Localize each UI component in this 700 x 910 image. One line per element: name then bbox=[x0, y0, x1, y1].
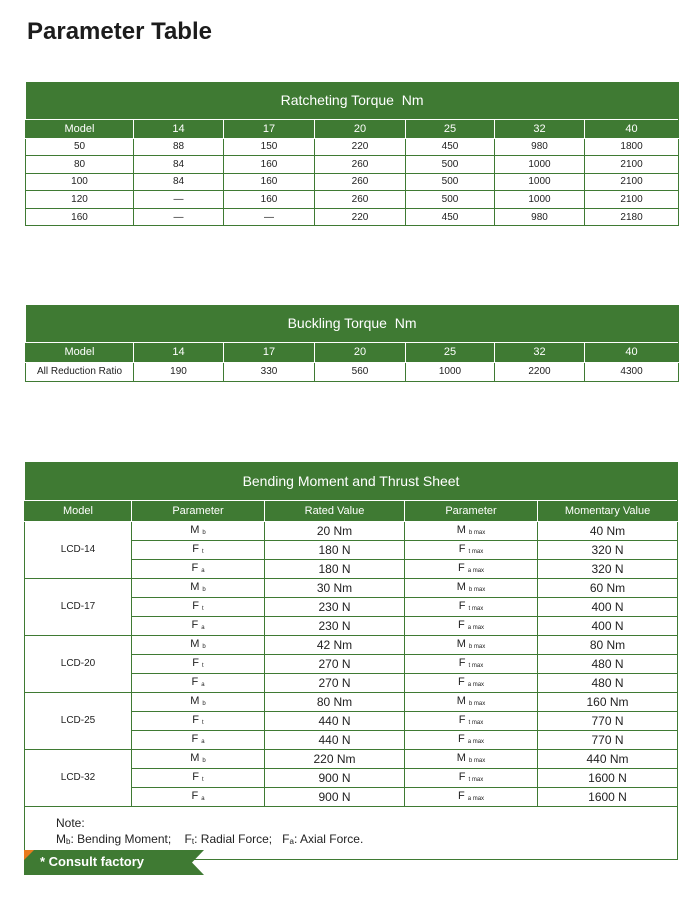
table-row bbox=[25, 578, 678, 597]
ratcheting-torque-table bbox=[25, 82, 679, 226]
momentary-value-cell: 400 N bbox=[538, 597, 678, 616]
parameter-max-cell: M $_{b max}$ bbox=[405, 578, 538, 597]
model-cell: LCD-25 bbox=[25, 692, 132, 749]
value-cell: 260 bbox=[315, 156, 406, 174]
parameter-cell: F $_a$ bbox=[132, 787, 265, 806]
model-cell: 80 bbox=[26, 156, 134, 174]
table-row bbox=[26, 208, 679, 226]
value-cell: 330 bbox=[224, 362, 315, 381]
value-cell: 450 bbox=[406, 138, 495, 156]
momentary-value-cell: 320 N bbox=[538, 559, 678, 578]
model-cell: LCD-17 bbox=[25, 578, 132, 635]
value-cell: 500 bbox=[406, 173, 495, 191]
rated-value-cell: 180 N bbox=[265, 540, 405, 559]
model-cell: 160 bbox=[26, 208, 134, 226]
buckling-header-cell: 20 bbox=[315, 342, 406, 362]
ratchet-header-cell: 40 bbox=[585, 119, 679, 138]
value-cell: 190 bbox=[134, 362, 224, 381]
bending-header-cell: Parameter bbox=[132, 500, 265, 521]
parameter-cell: M $_b$ bbox=[132, 578, 265, 597]
parameter-cell: F $_t$ bbox=[132, 597, 265, 616]
value-cell: — bbox=[224, 208, 315, 226]
value-cell: 1000 bbox=[406, 362, 495, 381]
parameter-max-cell: F $_{a max}$ bbox=[405, 559, 538, 578]
value-cell: 84 bbox=[134, 173, 224, 191]
parameter-max-cell: M $_{b max}$ bbox=[405, 692, 538, 711]
parameter-cell: F $_a$ bbox=[132, 616, 265, 635]
table-row bbox=[26, 362, 679, 381]
momentary-value-cell: 480 N bbox=[538, 673, 678, 692]
model-cell: LCD-20 bbox=[25, 635, 132, 692]
buckling-header-cell: Model bbox=[26, 342, 134, 362]
parameter-max-cell: F $_{t max}$ bbox=[405, 597, 538, 616]
buckling-torque-title: Buckling Torque Nm bbox=[26, 305, 679, 342]
value-cell: — bbox=[134, 191, 224, 209]
value-cell: 88 bbox=[134, 138, 224, 156]
value-cell: 2100 bbox=[585, 173, 679, 191]
rated-value-cell: 230 N bbox=[265, 616, 405, 635]
ratchet-header-cell: 32 bbox=[495, 119, 585, 138]
value-cell: 150 bbox=[224, 138, 315, 156]
bending-moment-title: Bending Moment and Thrust Sheet bbox=[25, 462, 678, 500]
value-cell: 2200 bbox=[495, 362, 585, 381]
rated-value-cell: 20 Nm bbox=[265, 521, 405, 540]
parameter-max-cell: F $_{a max}$ bbox=[405, 673, 538, 692]
value-cell: 220 bbox=[315, 138, 406, 156]
momentary-value-cell: 480 N bbox=[538, 654, 678, 673]
value-cell: — bbox=[134, 208, 224, 226]
rated-value-cell: 80 Nm bbox=[265, 692, 405, 711]
bending-header-cell: Parameter bbox=[405, 500, 538, 521]
rated-value-cell: 42 Nm bbox=[265, 635, 405, 654]
parameter-cell: F $_t$ bbox=[132, 711, 265, 730]
momentary-value-cell: 320 N bbox=[538, 540, 678, 559]
parameter-max-cell: M $_{b max}$ bbox=[405, 635, 538, 654]
bending-header-cell: Rated Value bbox=[265, 500, 405, 521]
value-cell: 560 bbox=[315, 362, 406, 381]
momentary-value-cell: 440 Nm bbox=[538, 749, 678, 768]
value-cell: 2180 bbox=[585, 208, 679, 226]
bending-moment-thrust-table bbox=[24, 462, 678, 860]
rated-value-cell: 180 N bbox=[265, 559, 405, 578]
model-cell: 100 bbox=[26, 173, 134, 191]
parameter-max-cell: F $_{t max}$ bbox=[405, 711, 538, 730]
parameter-cell: F $_a$ bbox=[132, 559, 265, 578]
momentary-value-cell: 80 Nm bbox=[538, 635, 678, 654]
note-text: $M_b$: Bending Moment; $F_t$: Radial Force; $F_a$: Axial Force. bbox=[56, 831, 364, 846]
momentary-value-cell: 770 N bbox=[538, 711, 678, 730]
table-row bbox=[26, 156, 679, 174]
rated-value-cell: 270 N bbox=[265, 654, 405, 673]
parameter-cell: M $_b$ bbox=[132, 635, 265, 654]
parameter-cell: M $_b$ bbox=[132, 521, 265, 540]
momentary-value-cell: 60 Nm bbox=[538, 578, 678, 597]
parameter-max-cell: F $_{a max}$ bbox=[405, 787, 538, 806]
consult-factory-text: * Consult factory bbox=[40, 854, 145, 869]
momentary-value-cell: 400 N bbox=[538, 616, 678, 635]
parameter-max-cell: M $_{b max}$ bbox=[405, 749, 538, 768]
value-cell: 980 bbox=[495, 138, 585, 156]
value-cell: 450 bbox=[406, 208, 495, 226]
model-cell: 120 bbox=[26, 191, 134, 209]
note-label: Note: bbox=[56, 815, 85, 830]
value-cell: 500 bbox=[406, 191, 495, 209]
buckling-header-cell: 14 bbox=[134, 342, 224, 362]
value-cell: 980 bbox=[495, 208, 585, 226]
parameter-max-cell: F $_{t max}$ bbox=[405, 540, 538, 559]
ratchet-header-cell: 25 bbox=[406, 119, 495, 138]
rated-value-cell: 220 Nm bbox=[265, 749, 405, 768]
buckling-header-cell: 25 bbox=[406, 342, 495, 362]
consult-factory-banner bbox=[24, 850, 204, 875]
rated-value-cell: 230 N bbox=[265, 597, 405, 616]
momentary-value-cell: 1600 N bbox=[538, 787, 678, 806]
value-cell: 84 bbox=[134, 156, 224, 174]
table-row bbox=[26, 173, 679, 191]
table-row bbox=[25, 635, 678, 654]
rated-value-cell: 900 N bbox=[265, 768, 405, 787]
rated-value-cell: 30 Nm bbox=[265, 578, 405, 597]
parameter-max-cell: F $_{t max}$ bbox=[405, 768, 538, 787]
model-cell: LCD-14 bbox=[25, 521, 132, 578]
value-cell: 2100 bbox=[585, 191, 679, 209]
value-cell: 4300 bbox=[585, 362, 679, 381]
value-cell: 1000 bbox=[495, 156, 585, 174]
momentary-value-cell: 160 Nm bbox=[538, 692, 678, 711]
value-cell: 1000 bbox=[495, 173, 585, 191]
parameter-cell: F $_a$ bbox=[132, 730, 265, 749]
ratchet-header-cell: Model bbox=[26, 119, 134, 138]
value-cell: 260 bbox=[315, 191, 406, 209]
rated-value-cell: 440 N bbox=[265, 711, 405, 730]
model-cell: 50 bbox=[26, 138, 134, 156]
value-cell: 160 bbox=[224, 156, 315, 174]
value-cell: 1000 bbox=[495, 191, 585, 209]
model-cell: All Reduction Ratio bbox=[26, 362, 134, 381]
value-cell: 160 bbox=[224, 173, 315, 191]
parameter-cell: F $_t$ bbox=[132, 768, 265, 787]
value-cell: 500 bbox=[406, 156, 495, 174]
page-title: Parameter Table bbox=[27, 18, 212, 45]
table-row bbox=[25, 521, 678, 540]
value-cell: 160 bbox=[224, 191, 315, 209]
model-cell: LCD-32 bbox=[25, 749, 132, 806]
value-cell: 260 bbox=[315, 173, 406, 191]
parameter-max-cell: F $_{t max}$ bbox=[405, 654, 538, 673]
ratchet-header-cell: 14 bbox=[134, 119, 224, 138]
value-cell: 220 bbox=[315, 208, 406, 226]
momentary-value-cell: 770 N bbox=[538, 730, 678, 749]
parameter-cell: F $_a$ bbox=[132, 673, 265, 692]
rated-value-cell: 270 N bbox=[265, 673, 405, 692]
parameter-cell: M $_b$ bbox=[132, 749, 265, 768]
buckling-header-cell: 40 bbox=[585, 342, 679, 362]
buckling-header-cell: 17 bbox=[224, 342, 315, 362]
value-cell: 2100 bbox=[585, 156, 679, 174]
buckling-torque-table bbox=[25, 305, 679, 382]
ratchet-header-cell: 20 bbox=[315, 119, 406, 138]
parameter-max-cell: F $_{a max}$ bbox=[405, 616, 538, 635]
momentary-value-cell: 1600 N bbox=[538, 768, 678, 787]
parameter-max-cell: F $_{a max}$ bbox=[405, 730, 538, 749]
rated-value-cell: 440 N bbox=[265, 730, 405, 749]
momentary-value-cell: 40 Nm bbox=[538, 521, 678, 540]
rated-value-cell: 900 N bbox=[265, 787, 405, 806]
parameter-cell: F $_t$ bbox=[132, 654, 265, 673]
table-row bbox=[25, 749, 678, 768]
ratcheting-torque-title: Ratcheting Torque Nm bbox=[26, 82, 679, 119]
bending-header-cell: Momentary Value bbox=[538, 500, 678, 521]
table-row bbox=[26, 191, 679, 209]
buckling-header-cell: 32 bbox=[495, 342, 585, 362]
parameter-cell: F $_t$ bbox=[132, 540, 265, 559]
parameter-cell: M $_b$ bbox=[132, 692, 265, 711]
table-row bbox=[26, 138, 679, 156]
table-row bbox=[25, 692, 678, 711]
ratchet-header-cell: 17 bbox=[224, 119, 315, 138]
bending-header-cell: Model bbox=[25, 500, 132, 521]
value-cell: 1800 bbox=[585, 138, 679, 156]
parameter-max-cell: M $_{b max}$ bbox=[405, 521, 538, 540]
